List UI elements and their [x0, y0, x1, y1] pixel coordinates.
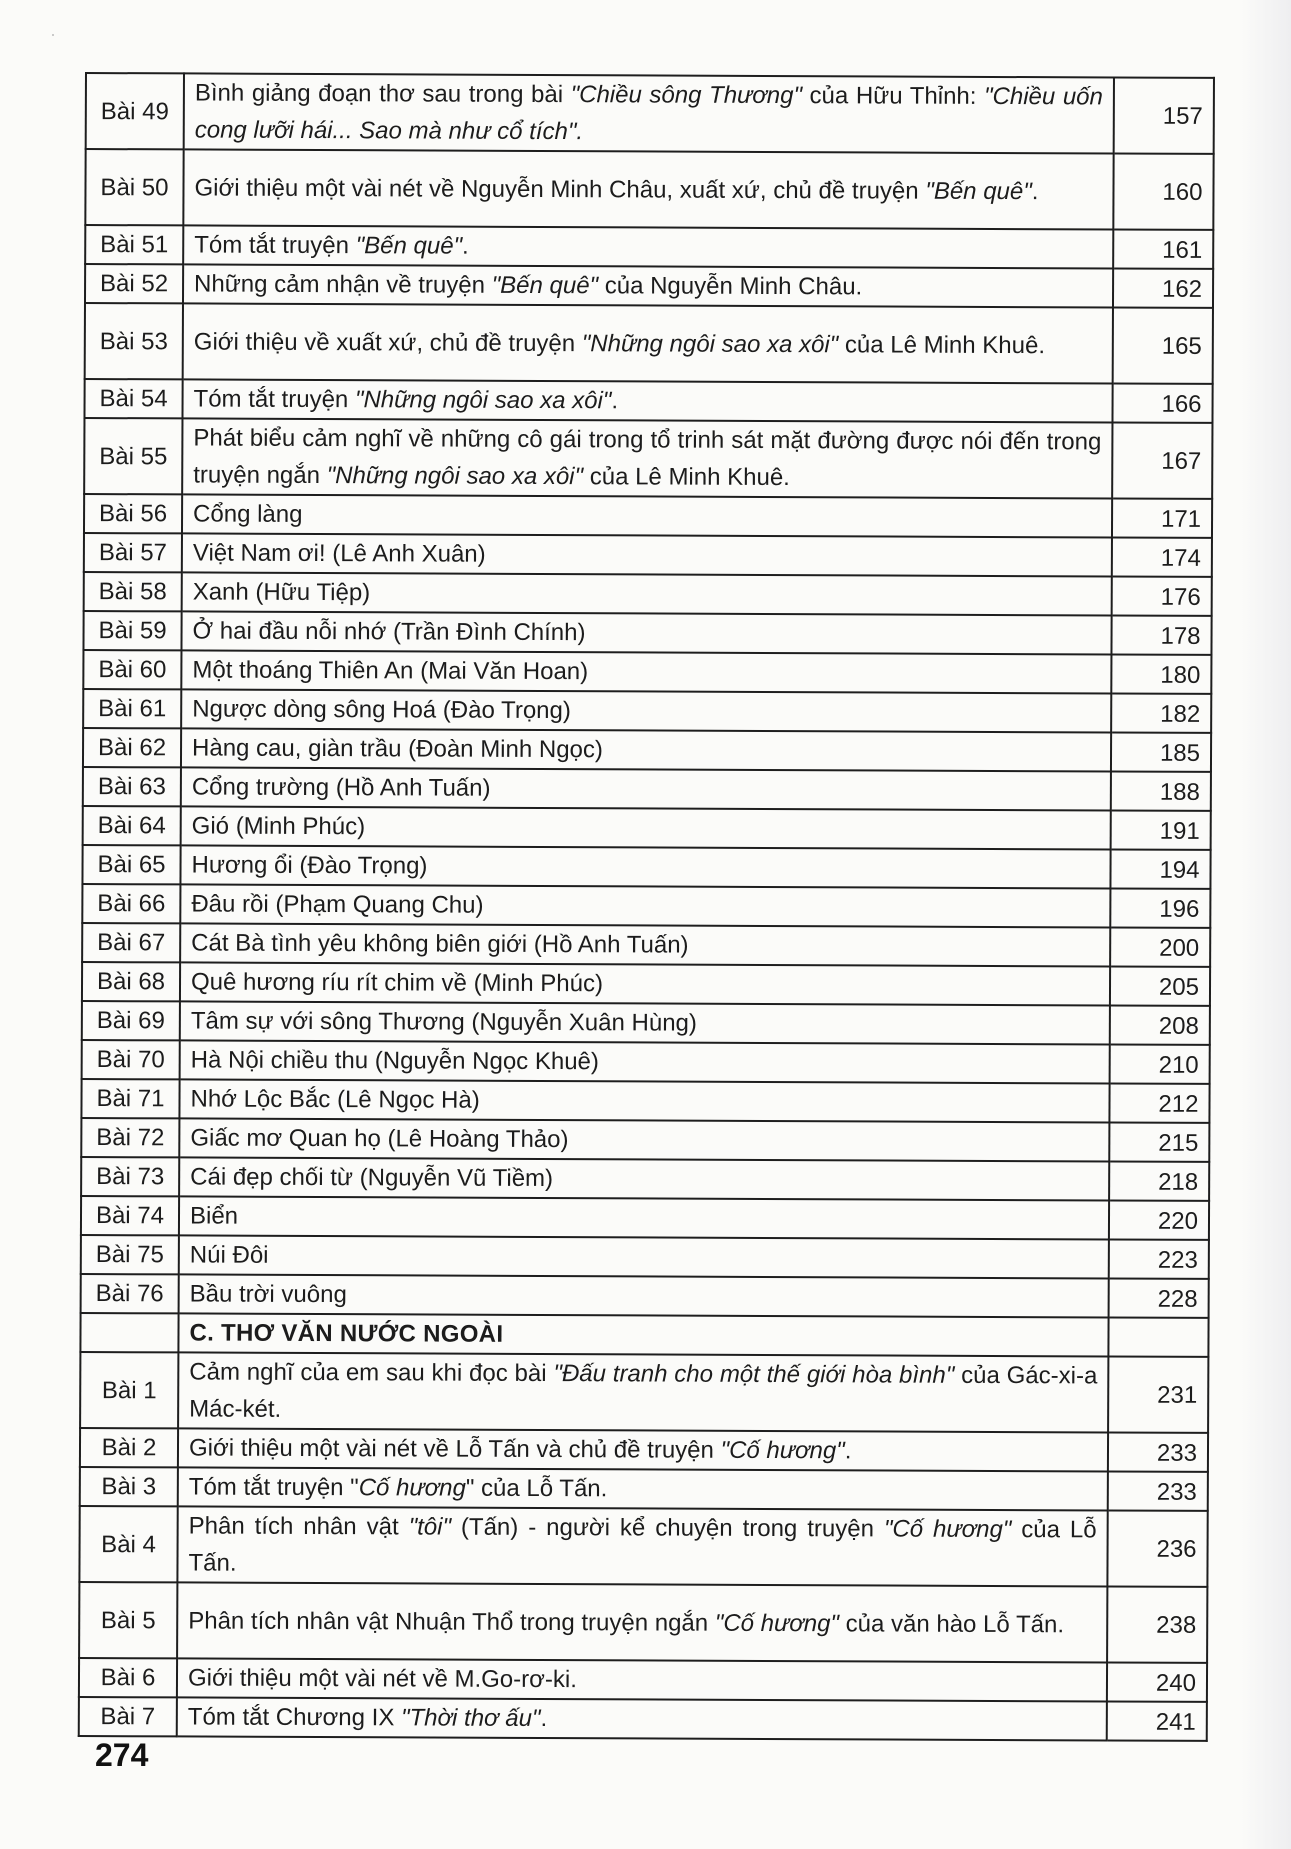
lesson-title — [181, 650, 1111, 693]
toc-row — [81, 1157, 1209, 1201]
lesson-number: Bài 59 — [83, 611, 181, 650]
title-italic-part: "Cố hương" — [714, 1609, 840, 1637]
lesson-number: Bài 51 — [85, 225, 183, 264]
title-text-part: Cát Bà tình yêu không biên giới (Hồ Anh Tuấn) — [191, 929, 689, 959]
lesson-number: Bài 68 — [82, 962, 180, 1001]
lesson-number: Bài 71 — [81, 1079, 179, 1118]
title-text-part: của Hữu Thỉnh: — [801, 82, 985, 110]
lesson-title — [180, 923, 1110, 966]
title-text-part: Tâm sự với sông Thương (Nguyễn Xuân Hùng) — [190, 1007, 697, 1037]
title-italic-part: "Thời thơ ấu" — [400, 1704, 541, 1733]
lesson-number: Bài 5 — [79, 1582, 177, 1658]
page-ref: 176 — [1112, 576, 1212, 615]
lesson-title — [180, 1001, 1110, 1044]
title-italic-part: "Bến quê" — [355, 232, 463, 260]
lesson-number: Bài 56 — [84, 494, 182, 533]
toc-row — [83, 728, 1211, 772]
toc-section-header — [80, 1313, 1208, 1357]
lesson-title — [181, 728, 1111, 771]
toc-row — [86, 73, 1214, 154]
page-ref: 165 — [1113, 307, 1213, 383]
title-text-part: của Lê Minh Khuê. — [583, 463, 790, 492]
lesson-title — [183, 303, 1113, 383]
title-text-part: của Nguyễn Minh Châu. — [598, 272, 863, 301]
title-text-part: Ở hai đầu nỗi nhớ (Trần Đình Chính) — [192, 617, 586, 647]
lesson-number: Bài 76 — [81, 1274, 179, 1313]
page-ref: 161 — [1113, 229, 1213, 268]
lesson-number: Bài 67 — [82, 923, 180, 962]
page-edge-shadow — [1241, 0, 1291, 1849]
lesson-title — [181, 689, 1111, 732]
title-text-part: . — [540, 1705, 548, 1733]
lesson-title — [178, 1428, 1108, 1471]
page-ref: 174 — [1112, 537, 1212, 576]
page-number: 274 — [95, 1737, 149, 1773]
title-text-part: Cái đẹp chối từ (Nguyễn Vũ Tiềm) — [190, 1163, 554, 1193]
title-text-part: Giới thiệu một vài nét về Lỗ Tấn và chủ đề truyện — [188, 1434, 721, 1464]
lesson-title — [182, 494, 1112, 537]
title-text-part: Nhớ Lộc Bắc (Lê Ngọc Hà) — [190, 1085, 480, 1114]
title-text-part: Cảm nghĩ của em sau khi đọc bài — [189, 1358, 554, 1388]
title-italic-part: "Chiều uốn cong lưỡi hái... Sao mà như cổ tích". — [194, 82, 1103, 146]
page-ref: 157 — [1114, 77, 1214, 153]
lesson-title — [177, 1506, 1107, 1586]
lesson-title — [179, 1196, 1109, 1239]
title-text-part: của Lê Minh Khuê. — [838, 330, 1046, 359]
lesson-number: Bài 55 — [84, 418, 182, 494]
lesson-number: Bài 60 — [83, 650, 181, 689]
lesson-number: Bài 53 — [85, 303, 183, 379]
section-page-cell — [1108, 1317, 1208, 1356]
page-ref: 240 — [1107, 1662, 1207, 1701]
page-ref: 220 — [1109, 1200, 1209, 1239]
lesson-number: Bài 61 — [83, 689, 181, 728]
lesson-number: Bài 57 — [84, 533, 182, 572]
toc-row — [85, 225, 1213, 269]
title-text-part: Tóm tắt truyện — [193, 385, 356, 414]
toc-row — [81, 1196, 1209, 1240]
title-text-part: . — [462, 232, 469, 260]
title-text-part: của Lỗ Tấn. — [188, 1516, 1097, 1577]
page-ref: 185 — [1111, 732, 1211, 771]
lesson-title — [179, 1118, 1109, 1161]
toc-row — [85, 264, 1213, 308]
lesson-number: Bài 64 — [83, 806, 181, 845]
lesson-title — [177, 1697, 1107, 1740]
toc-row — [85, 149, 1213, 230]
lesson-title — [179, 1235, 1109, 1278]
title-italic-part: "tôi" — [408, 1513, 452, 1541]
lesson-number: Bài 52 — [85, 264, 183, 303]
title-text-part: Giới thiệu về xuất xứ, chủ đề truyện — [193, 327, 582, 357]
title-italic-part: "Những ngôi sao xa xôi" — [354, 386, 612, 415]
lesson-number: Bài 69 — [82, 1001, 180, 1040]
lesson-title — [181, 611, 1111, 654]
title-text-part: Xanh (Hữu Tiệp) — [192, 578, 371, 607]
title-italic-part: "Cố hương" — [720, 1436, 845, 1465]
lesson-number: Bài 6 — [79, 1658, 177, 1697]
page-ref: 228 — [1109, 1278, 1209, 1317]
toc-row — [84, 533, 1212, 577]
title-text-part: Phân tích nhân vật Nhuận Thổ trong truyện ngắn — [188, 1606, 715, 1637]
page-ref: 212 — [1109, 1083, 1209, 1122]
title-text-part: . — [844, 1437, 852, 1465]
page-ref: 167 — [1112, 422, 1212, 498]
page-ref: 178 — [1111, 615, 1211, 654]
page-ref: 231 — [1108, 1356, 1208, 1432]
toc-row — [83, 806, 1211, 850]
toc-row — [80, 1352, 1208, 1433]
title-italic-part: "Đấu tranh cho một thế giới hòa bình" — [553, 1360, 955, 1389]
toc-row — [82, 1040, 1210, 1084]
title-text-part: Quê hương ríu rít chim về (Minh Phúc) — [190, 968, 604, 998]
toc-row — [83, 650, 1211, 694]
lesson-number: Bài 63 — [83, 767, 181, 806]
toc-row — [79, 1506, 1207, 1587]
page-ref: 233 — [1108, 1432, 1208, 1471]
title-text-part: Một thoáng Thiên An (Mai Văn Hoan) — [192, 656, 589, 686]
page-ref: 210 — [1110, 1044, 1210, 1083]
page-ref: 188 — [1111, 771, 1211, 810]
lesson-title — [182, 533, 1112, 576]
title-text-part: Giới thiệu một vài nét về Nguyễn Minh Châu, xuất xứ, chủ đề truyện — [194, 173, 926, 205]
page-ref: 236 — [1107, 1510, 1207, 1586]
toc-row — [82, 1001, 1210, 1045]
title-text-part: Phân tích nhân vật — [188, 1512, 409, 1541]
toc-row — [85, 303, 1213, 384]
toc-row — [84, 494, 1212, 538]
title-text-part: Núi Đôi — [189, 1241, 269, 1269]
toc-row — [82, 884, 1210, 928]
lesson-title — [177, 1658, 1107, 1701]
lesson-number: Bài 3 — [80, 1467, 178, 1506]
lesson-title — [183, 264, 1113, 307]
title-italic-part: "Chiều sông Thương" — [570, 81, 803, 110]
section-heading: C. THƠ VĂN NƯỚC NGOÀI — [178, 1313, 1108, 1356]
lesson-title — [183, 149, 1113, 229]
page-ref: 223 — [1109, 1239, 1209, 1278]
toc-row — [82, 923, 1210, 967]
toc-row — [79, 1582, 1207, 1663]
scan-speck — [52, 34, 54, 36]
toc-row — [80, 1467, 1208, 1511]
title-text-part: Hàng cau, giàn trầu (Đoàn Minh Ngọc) — [191, 734, 603, 764]
toc-row — [84, 572, 1212, 616]
toc-row — [82, 962, 1210, 1006]
toc-row — [81, 1235, 1209, 1279]
title-italic-part: "Những ngôi sao xa xôi" — [326, 462, 584, 491]
toc-row — [81, 1079, 1209, 1123]
lesson-number: Bài 74 — [81, 1196, 179, 1235]
lesson-title — [179, 1157, 1109, 1200]
page-ref: 238 — [1107, 1586, 1207, 1662]
lesson-number: Bài 62 — [83, 728, 181, 767]
title-text-part: Tóm tắt truyện " — [188, 1473, 359, 1502]
lesson-title — [181, 767, 1111, 810]
page-ref: 200 — [1110, 927, 1210, 966]
title-text-part: " của Lỗ Tấn. — [465, 1474, 608, 1503]
page-ref: 208 — [1110, 1005, 1210, 1044]
title-text-part: Giới thiệu một vài nét về M.Go-rơ-ki. — [187, 1664, 577, 1694]
lesson-number: Bài 58 — [84, 572, 182, 611]
toc-row — [79, 1697, 1207, 1741]
toc-row — [81, 1274, 1209, 1318]
lesson-number: Bài 50 — [85, 149, 183, 225]
title-text-part: Cổng trường (Hồ Anh Tuấn) — [191, 773, 491, 802]
title-italic-part: Cố hương — [358, 1474, 466, 1502]
title-text-part: Bình giảng đoạn thơ sau trong bài — [194, 79, 571, 109]
toc-row — [83, 611, 1211, 655]
lesson-title — [178, 1352, 1108, 1432]
title-text-part: của văn hào Lỗ Tấn. — [838, 1609, 1065, 1638]
title-text-part: Đâu rồi (Phạm Quang Chu) — [191, 890, 484, 919]
page-ref: 191 — [1111, 810, 1211, 849]
title-text-part: Tóm tắt Chương IX — [187, 1703, 402, 1732]
page-ref: 215 — [1109, 1122, 1209, 1161]
title-text-part: (Tấn) - người kể chuyện trong truyện — [450, 1513, 884, 1543]
toc-row — [79, 1658, 1207, 1702]
title-italic-part: "Bến quê" — [925, 177, 1032, 205]
toc-part-vietnamese — [81, 73, 1214, 1318]
lesson-title — [182, 572, 1112, 615]
lesson-title — [180, 884, 1110, 927]
page-ref: 205 — [1110, 966, 1210, 1005]
lesson-number: Bài 66 — [82, 884, 180, 923]
title-text-part: Tóm tắt truyện — [194, 231, 356, 260]
title-text-part: Phát biểu cảm nghĩ về những cô gái trong tổ trinh sát mặt đường được nói đến trong truyện ngắn — [193, 424, 1102, 490]
lesson-title — [181, 806, 1111, 849]
toc-row — [84, 379, 1212, 423]
page-ref: 160 — [1113, 153, 1213, 229]
lesson-title — [179, 1274, 1109, 1317]
title-italic-part: "Bến quê" — [491, 271, 599, 300]
page-ref: 233 — [1108, 1471, 1208, 1510]
title-text-part: Giấc mơ Quan họ (Lê Hoàng Thảo) — [190, 1124, 569, 1154]
lesson-number: Bài 65 — [82, 845, 180, 884]
table-of-contents — [78, 72, 1215, 1742]
title-text-part: Ngược dòng sông Hoá (Đào Trọng) — [192, 695, 571, 725]
lesson-title — [179, 1079, 1109, 1122]
lesson-number: Bài 4 — [79, 1506, 177, 1582]
title-text-part: . — [611, 387, 619, 415]
page-ref: 182 — [1111, 693, 1211, 732]
toc-row — [83, 689, 1211, 733]
lesson-title — [183, 225, 1113, 268]
title-text-part: Việt Nam ơi! (Lê Anh Xuân) — [192, 539, 486, 568]
lesson-number: Bài 73 — [81, 1157, 179, 1196]
toc-part-foreign — [79, 1352, 1209, 1741]
lesson-title — [178, 1467, 1108, 1510]
title-text-part: Gió (Minh Phúc) — [191, 812, 366, 841]
lesson-title — [184, 73, 1114, 153]
title-text-part: của Gác-xi-a Mác-két. — [189, 1361, 1098, 1423]
page-ref: 180 — [1111, 654, 1211, 693]
title-text-part: Cổng làng — [193, 500, 303, 528]
title-italic-part: "Những ngôi sao xa xôi" — [581, 329, 839, 358]
lesson-number: Bài 70 — [82, 1040, 180, 1079]
lesson-title — [180, 845, 1110, 888]
title-italic-part: "Cố hương" — [883, 1515, 1012, 1544]
toc-row — [82, 845, 1210, 889]
lesson-number: Bài 2 — [80, 1428, 178, 1467]
lesson-title — [180, 1040, 1110, 1083]
lesson-number: Bài 7 — [79, 1697, 177, 1736]
lesson-number: Bài 72 — [81, 1118, 179, 1157]
toc-row — [84, 418, 1212, 499]
section-num-cell — [80, 1313, 178, 1352]
lesson-number: Bài 54 — [84, 379, 182, 418]
lesson-title — [180, 962, 1110, 1005]
page-ref: 196 — [1110, 888, 1210, 927]
lesson-number: Bài 1 — [80, 1352, 178, 1428]
page-ref: 218 — [1109, 1161, 1209, 1200]
page-ref: 171 — [1112, 498, 1212, 537]
lesson-title — [182, 418, 1112, 498]
toc-row — [80, 1428, 1208, 1472]
title-text-part: Những cảm nhận về truyện — [194, 270, 492, 299]
page-ref: 162 — [1113, 268, 1213, 307]
page-ref: 241 — [1107, 1701, 1207, 1740]
title-text-part: Hà Nội chiều thu (Nguyễn Ngọc Khuê) — [190, 1046, 599, 1076]
title-text-part: Biển — [189, 1202, 239, 1230]
lesson-number: Bài 75 — [81, 1235, 179, 1274]
page-ref: 194 — [1110, 849, 1210, 888]
toc-row — [81, 1118, 1209, 1162]
title-text-part: Bầu trời vuông — [189, 1280, 347, 1309]
title-text-part: Hương ổi (Đào Trọng) — [191, 851, 428, 880]
lesson-title — [177, 1582, 1107, 1662]
page-ref: 166 — [1112, 383, 1212, 422]
toc-row — [83, 767, 1211, 811]
section-row — [80, 1313, 1208, 1357]
lesson-number: Bài 49 — [86, 73, 184, 149]
title-text-part: . — [1031, 177, 1039, 205]
lesson-title — [182, 379, 1112, 422]
